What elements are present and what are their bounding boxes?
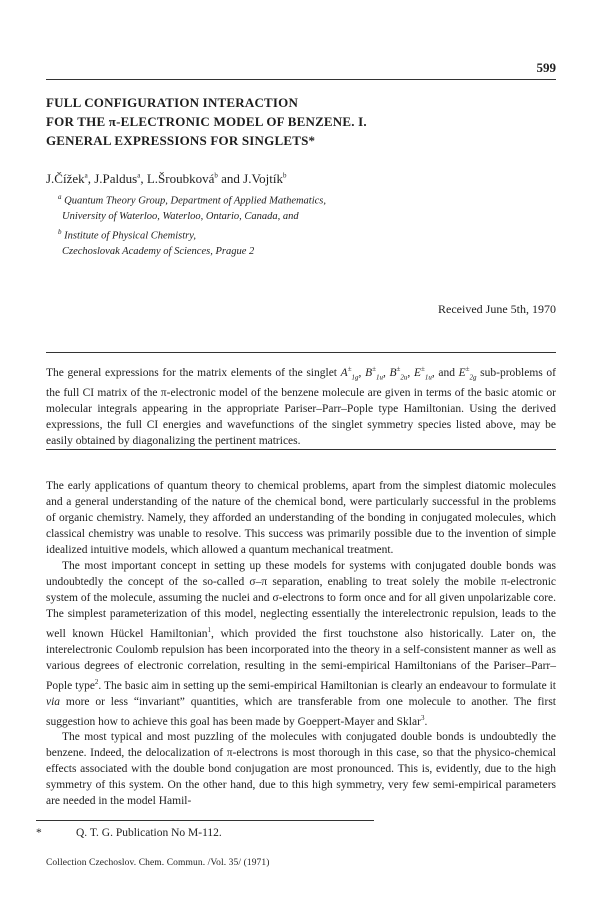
citation-2: 2 [94, 677, 99, 686]
title-line-2: FOR THE π-ELECTRONIC MODEL OF BENZENE. I. [46, 114, 367, 129]
author-separator: , [87, 171, 95, 186]
sym-sub: 1u [375, 373, 383, 382]
abstract [46, 361, 556, 449]
affil-text: Quantum Theory Group, Department of Applied Mathematics, [64, 195, 327, 207]
affiliation-a-line-2: University of Waterloo, Waterloo, Ontario, Canada, and [62, 211, 299, 222]
sym-pm: ± [372, 365, 376, 373]
affil-text: Institute of Physical Chemistry, [64, 230, 196, 241]
footnote [36, 827, 222, 839]
symbol-b1u [365, 365, 383, 382]
footnote-rule [36, 820, 374, 821]
affil-ref: a [84, 171, 88, 180]
sym-pm: ± [465, 365, 470, 373]
via-word: via [46, 695, 61, 708]
sym-pm: ± [420, 365, 425, 373]
sym-letter: A [340, 366, 348, 379]
title-line-1: FULL CONFIGURATION INTERACTION [46, 95, 299, 110]
sym-letter: E [413, 366, 421, 379]
paragraph-3: The most typical and most puzzling of the molecules with conjugated double bonds is undoubtedly the benzene. Indeed, the delocalization of π-electrons is most thorough in this case, so that the physico-chemical effects associated with the double bond conjugation are most pronounced. This is, evidently, due to the high symmetry of this system. On the other hand, due to this high symmetry, very few semi-empirical parameters are needed in the model Hamil- [46, 731, 556, 808]
sym-letter: B [389, 366, 397, 379]
sym-pm: ± [396, 365, 401, 373]
sym-sep: , [382, 366, 390, 379]
sym-sub: 2u [400, 373, 408, 382]
affil-mark: a [58, 193, 62, 201]
affiliation-b-line-2: Czechoslovak Academy of Sciences, Prague 2 [62, 245, 255, 257]
affiliation-a-line-1 [58, 190, 326, 209]
sym-sub: 1u [424, 373, 432, 382]
abstract-top-rule [46, 352, 556, 353]
author-cizek: J.Čížek [46, 171, 85, 186]
affiliation-b-line-1 [58, 225, 326, 244]
author-sroubkova: L.Šroubková [146, 171, 215, 186]
affiliations [58, 190, 326, 259]
sym-sep: , [407, 366, 414, 379]
page-number: 599 [536, 60, 556, 75]
para-text: . The basic aim in setting up the semi-empirical Hamiltonian is clearly an endeavour to formulate it [98, 679, 556, 692]
footnote-text: Q. T. G. Publication No M-112. [76, 827, 222, 839]
received-date: Received June 5th, 1970 [438, 302, 556, 316]
paragraph-2 [46, 558, 556, 729]
affil-ref: b [214, 171, 218, 180]
sym-sub: 2g [469, 373, 477, 382]
author-separator: , [140, 171, 147, 186]
author-vojtik: J.Vojtík [243, 171, 284, 186]
body-text [46, 478, 556, 809]
sym-letter: E [458, 366, 466, 379]
para-text: The most important concept in setting up these models for systems with conjugated double bonds was undoubtedly the concept of the so-called σ–π separation, enabling to treat solely the mobile π-electronic system of the molecule, assuming the nuclei and σ-electrons to form once and for all given unpolarizable core. The simplest parameterization of this model, neglecting essentially the interelectronic repulsion, leads to the well known Hückel Hamiltonian [46, 560, 556, 640]
abstract-text: The general expressions for the matrix elements of the singlet [46, 366, 341, 379]
sym-sep: , and [431, 366, 459, 379]
affil-ref: a [137, 171, 141, 180]
sym-sep: , [358, 366, 366, 379]
paragraph-1: The early applications of quantum theory to chemical problems, apart from the simplest diatomic molecules and a general understanding of the nature of the chemical bond, were particularly successful in the problems of organic chemistry. Namely, they afforded an understanding of the bonding in conjugated molecules, which classical chemistry was unable to resolve. This success was primarily possible due to the invention of simple idealized intuitive models, which allowed a quantum mechanical treatment. [46, 480, 556, 556]
footnote-mark: * [36, 827, 42, 839]
citation-3: 3 [420, 713, 425, 722]
title-line-3: GENERAL EXPRESSIONS FOR SINGLETS* [46, 133, 316, 148]
author-paldus: J.Paldus [94, 171, 138, 186]
abstract-text: sub-problems of the full CI matrix of the π-electronic model of the benzene molecule are given in terms of the basic atomic or molecular integrals appearing in the appropriate Pariser–Parr–Pople type Hamiltonian. Using the derived expressions, the full CI energies and wavefunctions of the singlet symmetry species listed above, may be easily obtained by diagonalizing the pertinent matrices. [46, 366, 557, 448]
header-rule [46, 79, 556, 80]
symbol-a1g [340, 365, 359, 382]
paper-title [46, 93, 556, 150]
affil-mark: b [58, 227, 62, 236]
para-text: . [424, 715, 428, 728]
para-text: , which provided the first touchstone also historically. Later on, the interelectronic Coulomb repulsion has been incorporated into the theory in a self-consistent manner as well as various degrees of electronic correlation, resulting in the semi-empirical Hamiltonians of the Pariser–Parr–Pople type [46, 627, 556, 692]
symbol-e2g [458, 365, 477, 382]
symbol-b2u [389, 365, 408, 382]
citation-1: 1 [207, 626, 211, 634]
author-list [46, 171, 287, 187]
para-text: more or less “invariant” quantities, which are transferable from one molecule to another. The first suggestion how to achieve this goal has been made by Goeppert-Mayer and Sklar [46, 695, 556, 728]
sym-sub: 1g [351, 373, 359, 382]
sym-pm: ± [347, 365, 352, 373]
journal-citation: Collection Czechoslov. Chem. Commun. /Vol. 35/ (1971) [46, 858, 270, 868]
symbol-e1u [413, 365, 432, 382]
author-separator: and [217, 171, 244, 186]
affil-ref: b [283, 171, 287, 180]
abstract-bottom-rule [46, 449, 556, 450]
sym-letter: B [365, 366, 373, 379]
